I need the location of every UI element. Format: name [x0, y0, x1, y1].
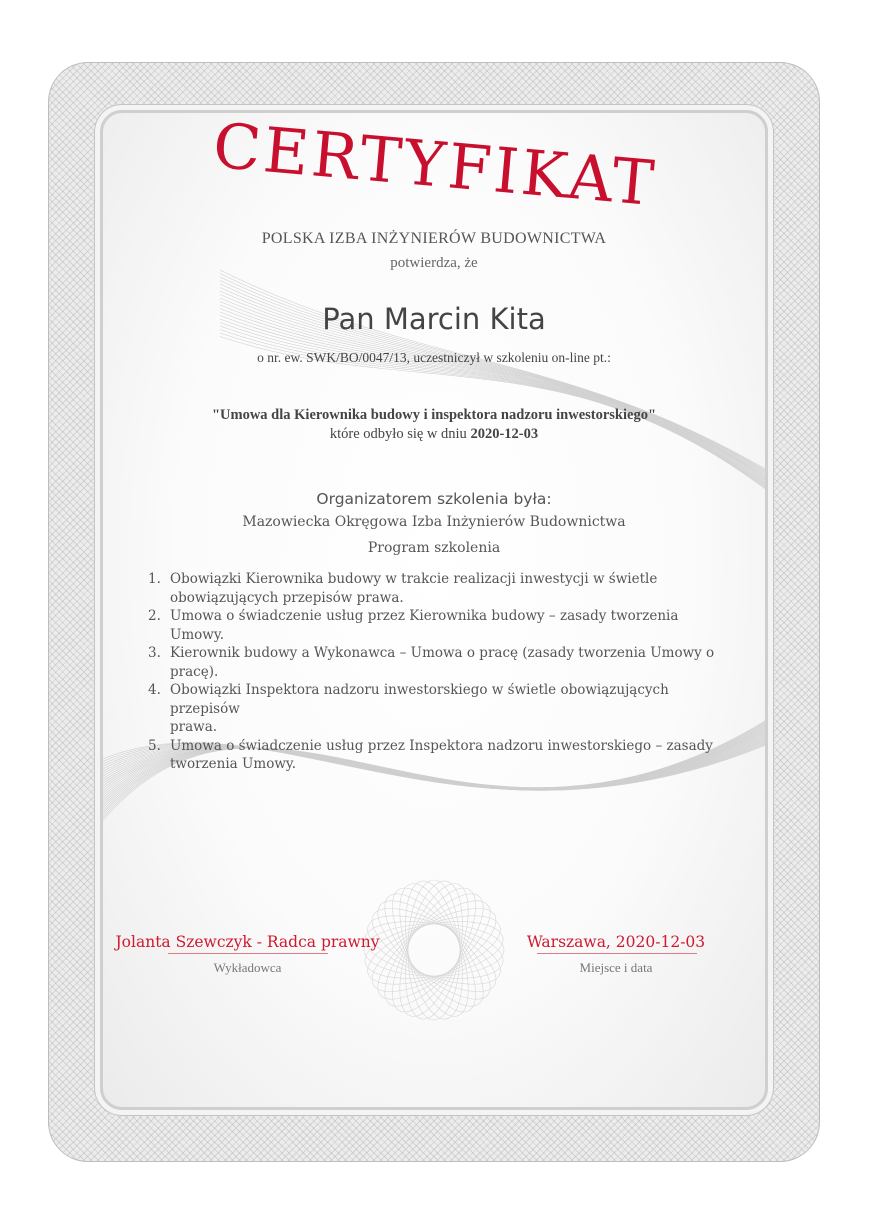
organization-name: POLSKA IZBA INŻYNIERÓW BUDOWNICTWA [261, 230, 607, 247]
list-item: 4. Obowiązki Inspektora nadzoru inwestorskiego w świetle obowiązujących przepisów prawa. [148, 682, 669, 735]
lecturer-signature-line [168, 953, 328, 954]
program-label: Program szkolenia [367, 540, 501, 556]
course-title: "Umowa dla Kierownika budowy i inspektora nadzoru inwestorskiego" [211, 407, 657, 423]
certificate-title: CERTYFIKAT [210, 108, 660, 221]
lecturer-signature: Jolanta Szewczyk - Radca prawny [115, 933, 380, 951]
course-date: 2020-12-03 [470, 426, 539, 442]
date-prefix: które odbyło się w dniu [329, 426, 467, 442]
confirms-text: potwierdza, że [390, 255, 478, 271]
place-date-caption: Miejsce i data [579, 960, 653, 975]
list-item: 5. Umowa o świadczenie usług przez Inspektora nadzoru inwestorskiego – zasady tworzenia Umowy. [148, 737, 713, 772]
registration-text: o nr. ew. SWK/BO/0047/13, uczestniczył w szkoleniu on-line pt.: [257, 350, 611, 365]
course-date-line [100, 426, 768, 443]
organizer-name: Mazowiecka Okręgowa Izba Inżynierów Budownictwa [242, 514, 626, 530]
program-list [148, 570, 728, 774]
place-date-signature-line [537, 953, 697, 954]
place-date-signature: Warszawa, 2020-12-03 [526, 933, 706, 951]
participant-name: Pan Marcin Kita [322, 302, 546, 336]
lecturer-caption: Wykładowca [213, 960, 282, 975]
list-item: 1. Obowiązki Kierownika budowy w trakcie realizacji inwestycji w świetle obowiązujących przepisów prawa. [148, 571, 658, 606]
list-item: 3. Kierownik budowy a Wykonawca – Umowa o pracę (zasady tworzenia Umowy o pracę). [148, 645, 715, 680]
list-item: 2. Umowa o świadczenie usług przez Kierownika budowy – zasady tworzenia Umowy. [148, 608, 679, 643]
organizer-label: Organizatorem szkolenia była: [316, 490, 552, 508]
